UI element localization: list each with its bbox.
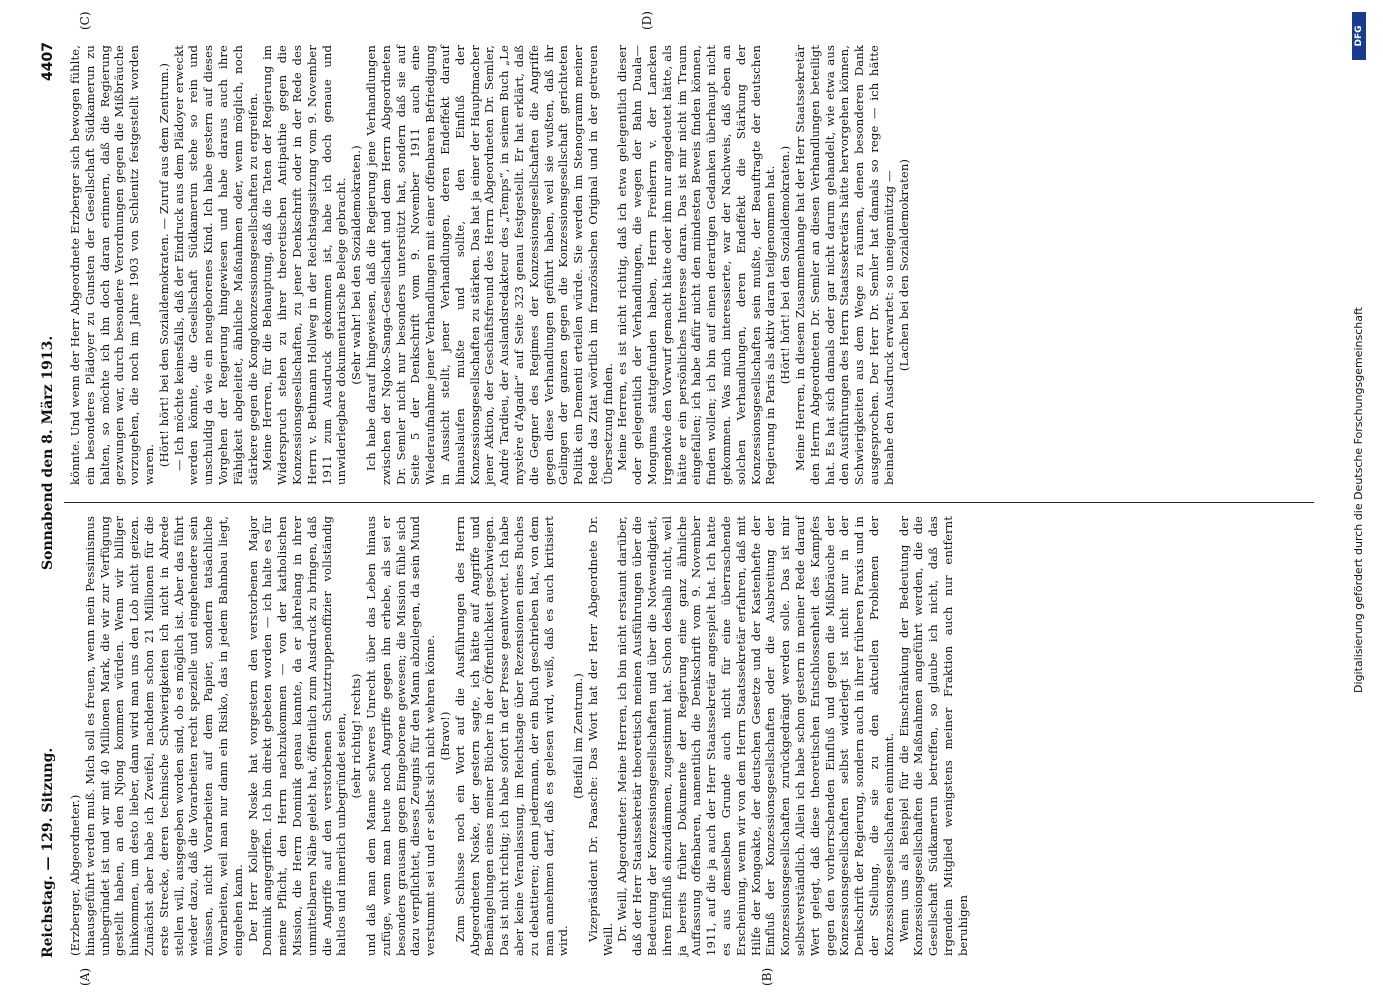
- paragraph: — Ich möchte keinesfalls, daß der Eindruck aus dem Plädoyer erweckt werden könnte, die Gesellschaft Südkamerun stehe so rein und unschuldig da wie ein neugeborenes Kind. Ich habe gestern auf dieses Vorgehen der Regierung hingewiesen und habe daraus auch ihre Fähigkeit abgeleitet, ähnliche Maßnahmen oder, wenn möglich, noch stärkere gegen die Kongokonzessionsgesellschaften zu ergreifen.: [171, 45, 260, 485]
- interjection: (Sehr wahr! bei den Sozialdemokraten.): [349, 145, 364, 385]
- margin-marker-a: (A): [78, 967, 92, 986]
- interjection: (Bravo!): [437, 711, 452, 761]
- paragraph: Zum Schlusse noch ein Wort auf die Ausführungen des Herrn Abgeordneten Noske, der gestern sagte, ich hätte auf Angriffe und Bemängelungen eines meiner Bücher in der Öffentlichkeit geschwiegen. Das ist nicht richtig; ich habe sofort in der Presse geantwortet. Ich habe aber keine Veranlassung, im Reichstage über Rezensionen eines Buches zu debattieren; denn jedermann, der ein Buch geschrieben hat, von dem man annehmen darf, daß es gelesen wird, weiß, daß es auch kritisiert wird.: [452, 516, 571, 956]
- paragraph: (Erzberger, Abgeordneter.): [68, 794, 82, 956]
- digitization-footer: [1352, 0, 1365, 1000]
- paragraph: Ich habe darauf hingewiesen, daß die Regierung jene Verhandlungen zwischen der Ngoko-Sanga-Gesellschaft und dem Herrn Abgeordneten Dr. Semler nicht nur besonders unterstützt hat, sondern daß sie auf Seite 5 der Denkschrift vom 9. November 1911 auch eine Wiederaufnahme jener Verhandlungen mit einer offenbaren Befriedigung in Aussicht stellt, jener Verhandlungen, deren Endeffekt darauf hinauslaufen mußte und sollte, den Einfluß der Konzessionsgesellschaften zu stärken. Das hat ja einer der Hauptmacher jener Aktion, der Geschäftsfreund des Herrn Abgeordneten Dr. Semler, André Tardieu, der Auslandsredakteur des „Temps“, in seinem Buch „Le mystère d'Agadir“ auf Seite 323 genau festgestellt. Er hat erklärt, daß die Gegner des Regimes der Konzessionsgesellschaften die Angriffe gegen diese Verhandlungen geführt haben, weil sie wußten, daß ihr Gelingen der ganzen gegen die Konzessionsgesellschaft gerichteten Politik ein Dementi erteilen würde. Sie werden im Stenogramm meiner Rede das Zitat wörtlich im französischen Original und in der getreuen Übersetzung finden.: [363, 45, 615, 485]
- interjection: (sehr richtig! rechts): [349, 673, 364, 799]
- header-left: Reichstag. — 129. Sitzung.: [40, 747, 56, 958]
- running-header: [40, 40, 64, 960]
- paragraph: Vizepräsident Dr. Paasche: Das Wort hat der Herr Abgeordnete Dr. Weill.: [585, 516, 615, 956]
- dfg-logo: DFG: [1352, 12, 1366, 60]
- paragraph: Meine Herren, in diesem Zusammenhange hat der Herr Staatssekretär den Herrn Abgeordneten Dr. Semler an diesen Verhandlungen beteiligt hat. Es hat sich damals oder gar nicht darum gehandelt, wie etwa aus den Ausführungen des Herrn Staatssekretärs hätte hervorgehen können, Schwierigkeiten aus dem Wege zu räumen, denen besonderen Dank ausgesprochen. Der Herr Dr. Semler hat damals so rege — ich hätte beinahe den Ausdruck erwartet: so uneigennützig —: [793, 45, 896, 485]
- interjection: (Beifall im Zentrum.): [571, 673, 586, 799]
- interjection: (Lachen bei den Sozialdemokraten): [896, 158, 911, 372]
- paragraph: Wenn uns als Beispiel für die Einschränkung der Bedeutung der Konzessionsgesellschaften die Maßnahmen angeführt werden, die die Gesellschaft Südkamerun betreffen, so glaube ich nicht, daß das irgendein Mitglied wenigstens meiner Fraktion auch nur entfernt beruhigen: [896, 516, 970, 956]
- page-number: 4407: [40, 42, 56, 81]
- margin-marker-d: (D): [640, 11, 654, 30]
- paragraph: hinausgeführt werden muß. Mich soll es freuen, wenn mein Pessimismus unbegründet ist und wir mit 40 Millionen Mark, die wir zur Verfügung gestellt haben, an den Njong kommen würden. Wenn wir billiger hinkommen, um desto lieber, dann wird man uns den Lob nicht geizen. Zunächst aber habe ich Zweifel, nachdem schon 21 Millionen für die erste Strecke, deren technische Schwierigkeiten ich nicht in Abrede stellen will, ausgegeben worden sind, ob es möglich ist. Aber das führt wieder dazu, daß die Vorarbeiten recht spezielle und eingehendere sein müssen, nicht Vorarbeiten auf dem Papier, sondern tatsächliche Vorarbeiten, weil man nur dann ein Risiko, das in jedem Bahnbau liegt, eingehen kann.: [82, 516, 245, 956]
- margin-marker-b: (B): [760, 967, 774, 986]
- interjection: (Hört! hört! bei den Sozialdemokraten.): [778, 145, 793, 385]
- paragraph: könnte. Und wenn der Herr Abgeordnete Erzberger sich bewogen fühlte, ein besonderes Plädoyer zu Gunsten der Gesellschaft Südkamerun zu halten, so möchte ich ihn doch daran erinnern, daß die Regierung gezwungen war, durch besondere Verordnungen gegen die Mißbräuche vorzugehen, die noch im Jahre 1903 von Schlenitz festgestellt worden waren.: [68, 45, 156, 485]
- paragraph: und daß man dem Manne schweres Unrecht über das Leben hinaus zufüge, wenn man heute noch Angriffe gegen ihn erhebe, als sei er besonders grausam gegen Eingeborene gewesen; die Mission fühle sich dazu verpflichtet, dieses Zeugnis für den Mann abzulegen, da sein Mund verstummt sei und er selbst sich nicht wehren könne.: [363, 516, 438, 956]
- paragraph: Dr. Weill, Abgeordneter: Meine Herren, ich bin nicht erstaunt darüber, daß der Herr Staatssekretär theoretisch meinen Ausführungen über die Bedeutung der Konzessionsgesellschaften und über die Notwendigkeit, ihren Einfluß einzudämmen, zugestimmt hat. Schon deshalb nicht, weil ja bereits früher Dokumente der Regierung eine ganz ähnliche Auffassung offenbaren, namentlich die Denkschrift vom 9. November 1911, auf die ja auch der Herr Staatssekretär angespielt hat. Ich hatte es aus demselben Grunde auch nicht für eine überraschende Erscheinung, wenn wir von dem Herrn Staatssekretär erfahren, daß mit Hilfe der Kongoakte, der deutschen Gesetze und der Kastenhefte der Einfluß der Konzessionsgesellschaften oder die Ausbreitung der Konzessionsgesellschaften zurückgedrängt werden solle. Das ist mir selbstverständlich. Allein ich habe schon gestern in meiner Rede darauf Wert gelegt, daß diese theoretischen Entschlossenheit des Kampfes gegen den vorherrschenden Einfluß und gegen die Mißbräuche der Konzessionsgesellschaften selbst widerlegt ist nicht nur in der Denkschrift der Regierung, sondern auch in ihrer früheren Praxis und in der Stellung, die sie zu den aktuellen Problemen der Konzessionsgesellschaften einnimmt.: [615, 516, 896, 956]
- right-column: [68, 45, 911, 485]
- interjection: (Hört! hört! bei den Sozialdemokraten. — Zuruf aus dem Zentrum.): [156, 62, 171, 468]
- header-date: Sonnabend den 8. März 1913.: [40, 335, 56, 570]
- left-column: [68, 516, 971, 956]
- paragraph: Meine Herren, es ist nicht richtig, daß ich etwa gelegentlich dieser oder gelegentlich der Verhandlungen, die wegen der Bahn Duala—Monguma stattgefunden haben, Herrn Freiherrn v. der Lancken irgendwie den Vorwurf gemacht hätte oder ihm nur angedeutet hätte, als hätte er ein persönliches Interesse daran. Das ist mir nicht im Traum eingefallen; ich habe dafür nicht den mindesten Beweis finden können, finden wollen; ich bin auf einen derartigen Gedanken überhaupt nicht gekommen. Was mich interessierte, war der Nachweis, daß eben an solchen Verhandlungen, deren Endeffekt die Stärkung der Konzessionsgesellschaften sein mußte, der Beauftragte der deutschen Regierung in Paris als aktiv daran teilgenommen hat.: [615, 45, 778, 485]
- margin-marker-c: (C): [78, 11, 92, 30]
- paragraph: Meine Herren, für die Behauptung, daß die Taten der Regierung im Widerspruch stehen zu ihrer theoretischen Antipathie gegen die Konzessionsgesellschaften, zu jener Denkschrift oder in der Rede des Herrn v. Bethmann Hollweg in der Reichstagssitzung vom 9. November 1911 zum Ausdruck gekommen ist, habe ich doch genaue und unwiderlegbare dokumentarische Belege gebracht.: [260, 45, 349, 485]
- column-divider: [64, 502, 1314, 503]
- footer-credit: Digitalisierung gefördert durch die Deutsche Forschungsgemeinschaft: [1352, 307, 1365, 693]
- paragraph: Der Herr Kollege Noske hat vorgestern den verstorbenen Major Dominik angegriffen. Ich bin direkt gebeten worden — ich halte es für meine Pflicht, den Herrn nachzukommen — von der katholischen Mission, die Herrn Dominik genau kannte, da er jahrelang in ihrer unmittelbaren Nähe gelebt hat, öffentlich zum Ausdruck zu bringen, daß die Angriffe auf den verstorbenen Schutztruppenoffizier vollständig haltlos und innerlich unbegründet seien,: [245, 516, 349, 956]
